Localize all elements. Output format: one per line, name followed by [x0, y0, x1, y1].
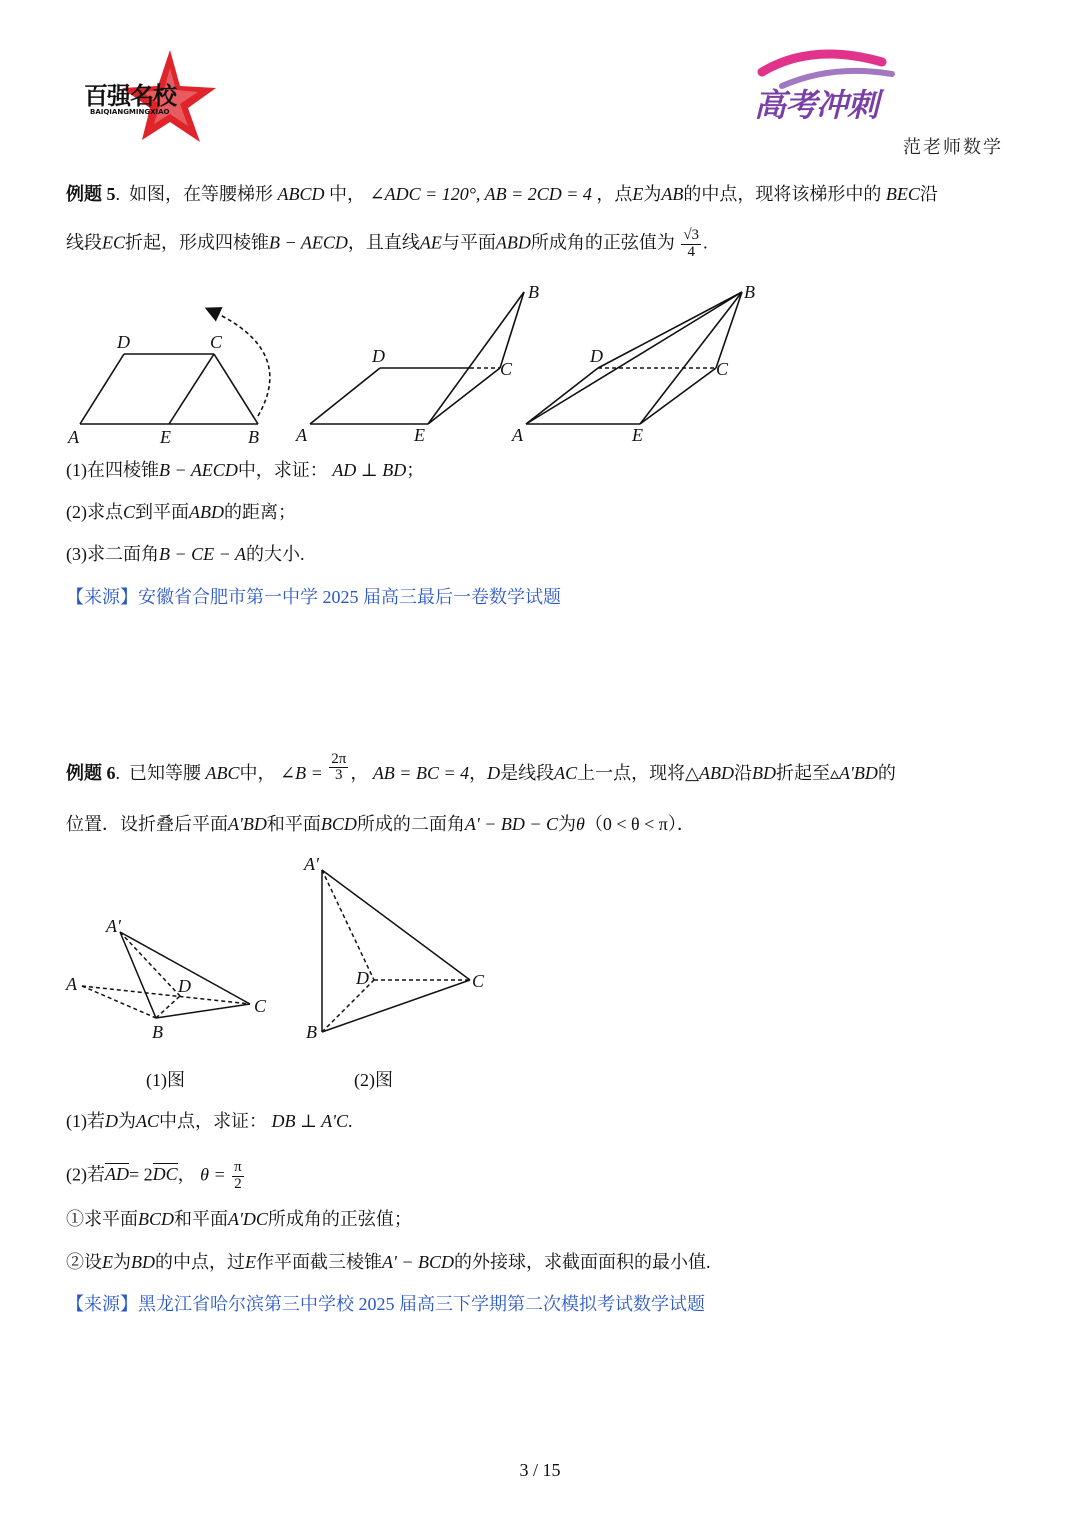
ex6-text: 中点，求证：: [159, 1111, 268, 1131]
ex6-text: ，: [469, 763, 488, 783]
ex5-math: ABD: [189, 502, 225, 522]
edge-A1B: [120, 932, 156, 1018]
ex5-math: ∠ADC = 120°, AB = 2CD = 4: [369, 184, 592, 204]
ex5-text: 的距离；: [224, 502, 297, 522]
ex6-text: ，: [177, 1164, 196, 1185]
ex6-text: 的中点，过: [155, 1252, 245, 1272]
label-C: C: [210, 332, 223, 352]
ex6-line2: [66, 815, 695, 833]
ex6-period: .: [115, 763, 125, 783]
ex6-math: AC: [136, 1111, 160, 1131]
fraction-numerator: π: [234, 1159, 242, 1175]
label-C: C: [500, 359, 513, 379]
ex5-math: ABD: [495, 232, 531, 253]
fraction-denominator: 4: [687, 243, 695, 260]
ex6-figure: [60, 850, 500, 1050]
edge-BC: [322, 980, 470, 1032]
edge-EB: [640, 292, 742, 424]
fig6-panel1: [82, 932, 250, 1018]
ex6-text: (2)若: [66, 1164, 105, 1185]
label-B: B: [528, 282, 539, 302]
ex6-text: 为: [557, 814, 576, 834]
label-D: D: [117, 332, 130, 352]
label-A: A: [66, 974, 77, 994]
ex5-line2: [66, 228, 708, 261]
vector-AD: AD: [105, 1164, 129, 1185]
ex6-math: ▵A'BD: [829, 763, 878, 783]
ex6-math: BD: [131, 1252, 155, 1272]
edge-EC: [640, 368, 716, 424]
ex6-math: BCD: [320, 814, 357, 834]
ex5-math: AB: [661, 184, 684, 204]
ex6-math: BCD: [138, 1209, 174, 1229]
ex6-text: 为: [118, 1111, 136, 1131]
ex6-text: (1)若: [66, 1111, 105, 1131]
ex6-text: 已知等腰: [129, 763, 201, 783]
fig1-caption: (1)图: [146, 1070, 185, 1090]
two-pi-over-3-fraction: [329, 752, 348, 785]
ex6-math: D: [487, 763, 501, 783]
fraction-denominator: 3: [335, 767, 343, 784]
ex5-period: .: [115, 184, 125, 204]
ex6-text: 是线段: [500, 763, 555, 783]
label-D: D: [372, 346, 385, 366]
ex5-text: ，点: [596, 184, 633, 204]
ex5-math: BEC: [885, 184, 920, 204]
edge-AD: [310, 368, 380, 424]
label-C: C: [716, 359, 729, 379]
ex6-text: 和平面: [266, 814, 321, 834]
ex5-math: C: [123, 502, 136, 522]
ex5-text: ；: [406, 460, 425, 480]
ex5-line1: [66, 185, 938, 203]
ex6-text: 所成角的正弦值；: [267, 1209, 412, 1229]
ex6-text: ，: [350, 763, 369, 783]
ex5-text: 的中点，现将该梯形中的: [683, 184, 882, 204]
ex5-text: 中，求证：: [237, 460, 328, 480]
ex6-text: 沿: [733, 763, 752, 783]
edge-A1D: [120, 932, 180, 996]
ex6-math: D: [105, 1111, 118, 1131]
ex5-text: 为: [643, 184, 662, 204]
ex5-math: B − AECD: [269, 232, 348, 253]
ex5-text: (2)求点: [66, 502, 123, 522]
ex5-text: ，且直线: [347, 232, 420, 253]
ex5-math: B − CE − A: [159, 544, 246, 564]
ex5-text: (3)求二面角: [66, 544, 159, 564]
ex5-source: 【来源】安徽省合肥市第一中学 2025 届高三最后一卷数学试题: [66, 587, 561, 607]
label-E: E: [632, 425, 643, 445]
ex5-text: 与平面: [441, 232, 496, 253]
ex5-text: 所成角的正弦值为: [530, 232, 675, 253]
ex6-math: θ: [575, 814, 585, 834]
ex6-text: （0 < θ < π）．: [584, 814, 695, 834]
ex5-math: B − AECD: [159, 460, 238, 480]
ex5-math: AE: [419, 232, 442, 253]
label-D: D: [590, 346, 603, 366]
label-E: E: [414, 425, 425, 445]
edge-CB: [214, 354, 258, 424]
ex6-q2: [66, 1160, 246, 1193]
label-C: C: [472, 971, 485, 991]
edge-AD: [80, 354, 124, 424]
ex6-math: ABC: [205, 763, 240, 783]
ex5-text: 折起，形成四棱锥: [125, 232, 270, 253]
ex5-text: 沿: [919, 184, 938, 204]
label-B: B: [248, 427, 259, 447]
label-E: E: [160, 427, 171, 447]
ex5-math: EC: [102, 232, 126, 253]
label-D: D: [356, 968, 369, 988]
ex6-math: A' − BD − C: [464, 814, 558, 834]
ex5-text: 中，: [329, 184, 365, 204]
label-A1: A′: [304, 854, 319, 874]
ex6-s1: [66, 1210, 412, 1228]
ex6-math: AB = BC = 4: [372, 763, 470, 783]
ex5-text: 线段: [66, 232, 102, 253]
ex5-text: 的大小.: [245, 544, 305, 564]
ex6-text: .: [347, 1111, 353, 1131]
label-A: A: [512, 425, 523, 445]
pi-over-2-fraction: [232, 1160, 244, 1193]
ex6-math: A' − BCD: [382, 1252, 454, 1272]
ex5-q2: [66, 503, 296, 521]
sqrt3-over-4-fraction: [681, 228, 701, 261]
ex6-math: AC: [554, 763, 578, 783]
ex6-math: θ =: [200, 1164, 226, 1185]
ex5-title: 例题 5: [66, 184, 116, 204]
ex5-text: (1)在四棱锥: [66, 460, 159, 480]
edge-CB: [500, 292, 524, 368]
logo-baiqiang-text: 百强名校: [84, 82, 176, 110]
fraction-numerator: √3: [683, 227, 700, 243]
edge-AB: [526, 292, 742, 424]
ex5-math: ABCD: [277, 184, 325, 204]
ex6-text: 上一点，现将△: [577, 763, 699, 783]
fraction-denominator: 2: [234, 1175, 242, 1192]
folded-panel: [310, 292, 524, 424]
ex6-text: 位置．设折叠后平面: [66, 814, 228, 834]
ex6-title: 例题 6: [66, 763, 116, 783]
ex6-text: ②设: [66, 1252, 102, 1272]
ex5-text: 到平面: [135, 502, 190, 522]
ex6-math: A'DC: [228, 1209, 268, 1229]
ex6-math: ∠B =: [280, 763, 323, 783]
ex6-text: 折起至: [775, 763, 830, 783]
logo-gaokao-text: 高考冲刺: [754, 86, 879, 124]
label-C: C: [254, 996, 267, 1016]
edge-A1C: [322, 870, 470, 980]
ex6-text: ①求平面: [66, 1209, 138, 1229]
ex6-text: 的: [877, 763, 896, 783]
ex5-math: E: [632, 184, 644, 204]
ex6-text: 中，: [239, 763, 276, 783]
ex5-q3: [66, 545, 304, 563]
edge-EB: [428, 292, 524, 424]
label-A: A: [68, 427, 79, 447]
ex6-text: 作平面截三棱锥: [256, 1252, 382, 1272]
ex6-math: ABD: [698, 763, 734, 783]
ex6-source: 【来源】黑龙江省哈尔滨第三中学校 2025 届高三下学期第二次模拟考试数学试题: [66, 1294, 705, 1314]
ex6-text: 的外接球，求截面面积的最小值.: [454, 1252, 711, 1272]
label-A1: A′: [106, 916, 121, 936]
pyramid-panel: [526, 292, 742, 424]
edge-EC: [169, 354, 214, 424]
label-B: B: [744, 282, 755, 302]
edge-AC: [82, 986, 250, 1004]
fig6-panel2: [322, 870, 470, 1032]
edge-A1D: [322, 870, 374, 980]
label-A: A: [296, 425, 307, 445]
ex6-q1: [66, 1112, 352, 1130]
fig2-caption: (2)图: [354, 1070, 393, 1090]
trapezoid-panel: [80, 311, 270, 424]
label-D: D: [178, 976, 191, 996]
vector-DC: DC: [152, 1164, 178, 1185]
logo-baiqiang: [78, 48, 218, 143]
ex5-q1: [66, 461, 424, 479]
ex6-math: E: [102, 1252, 113, 1272]
ex6-text: 所成的二面角: [356, 814, 465, 834]
edge-EC: [428, 368, 500, 424]
label-B: B: [152, 1022, 163, 1042]
label-B: B: [306, 1022, 317, 1042]
ex6-math: E: [245, 1252, 256, 1272]
teacher-name: 范老师数学: [903, 137, 1003, 158]
edge-AD: [526, 368, 598, 424]
logo-baiqiang-subtext: BAIQIANGMINGXIAO: [90, 108, 170, 116]
ex6-s2: [66, 1253, 711, 1271]
ex5-text: 如图，在等腰梯形: [129, 184, 273, 204]
ex5-end-period: .: [703, 232, 708, 253]
ex6-text: = 2: [129, 1164, 153, 1185]
ex6-math: A'BD: [228, 814, 267, 834]
ex6-text: 为: [113, 1252, 131, 1272]
ex5-math: AD ⊥ BD: [332, 460, 407, 480]
fraction-numerator: 2π: [331, 750, 347, 767]
ex5-figure: [60, 278, 780, 450]
edge-BC: [156, 1004, 250, 1018]
logo-gaokao: [752, 46, 902, 126]
ex6-math: DB ⊥ A'C: [271, 1111, 348, 1131]
ex6-text: 和平面: [174, 1209, 228, 1229]
ex6-math: BD: [751, 763, 776, 783]
page-number: 3 / 15: [519, 1460, 561, 1480]
